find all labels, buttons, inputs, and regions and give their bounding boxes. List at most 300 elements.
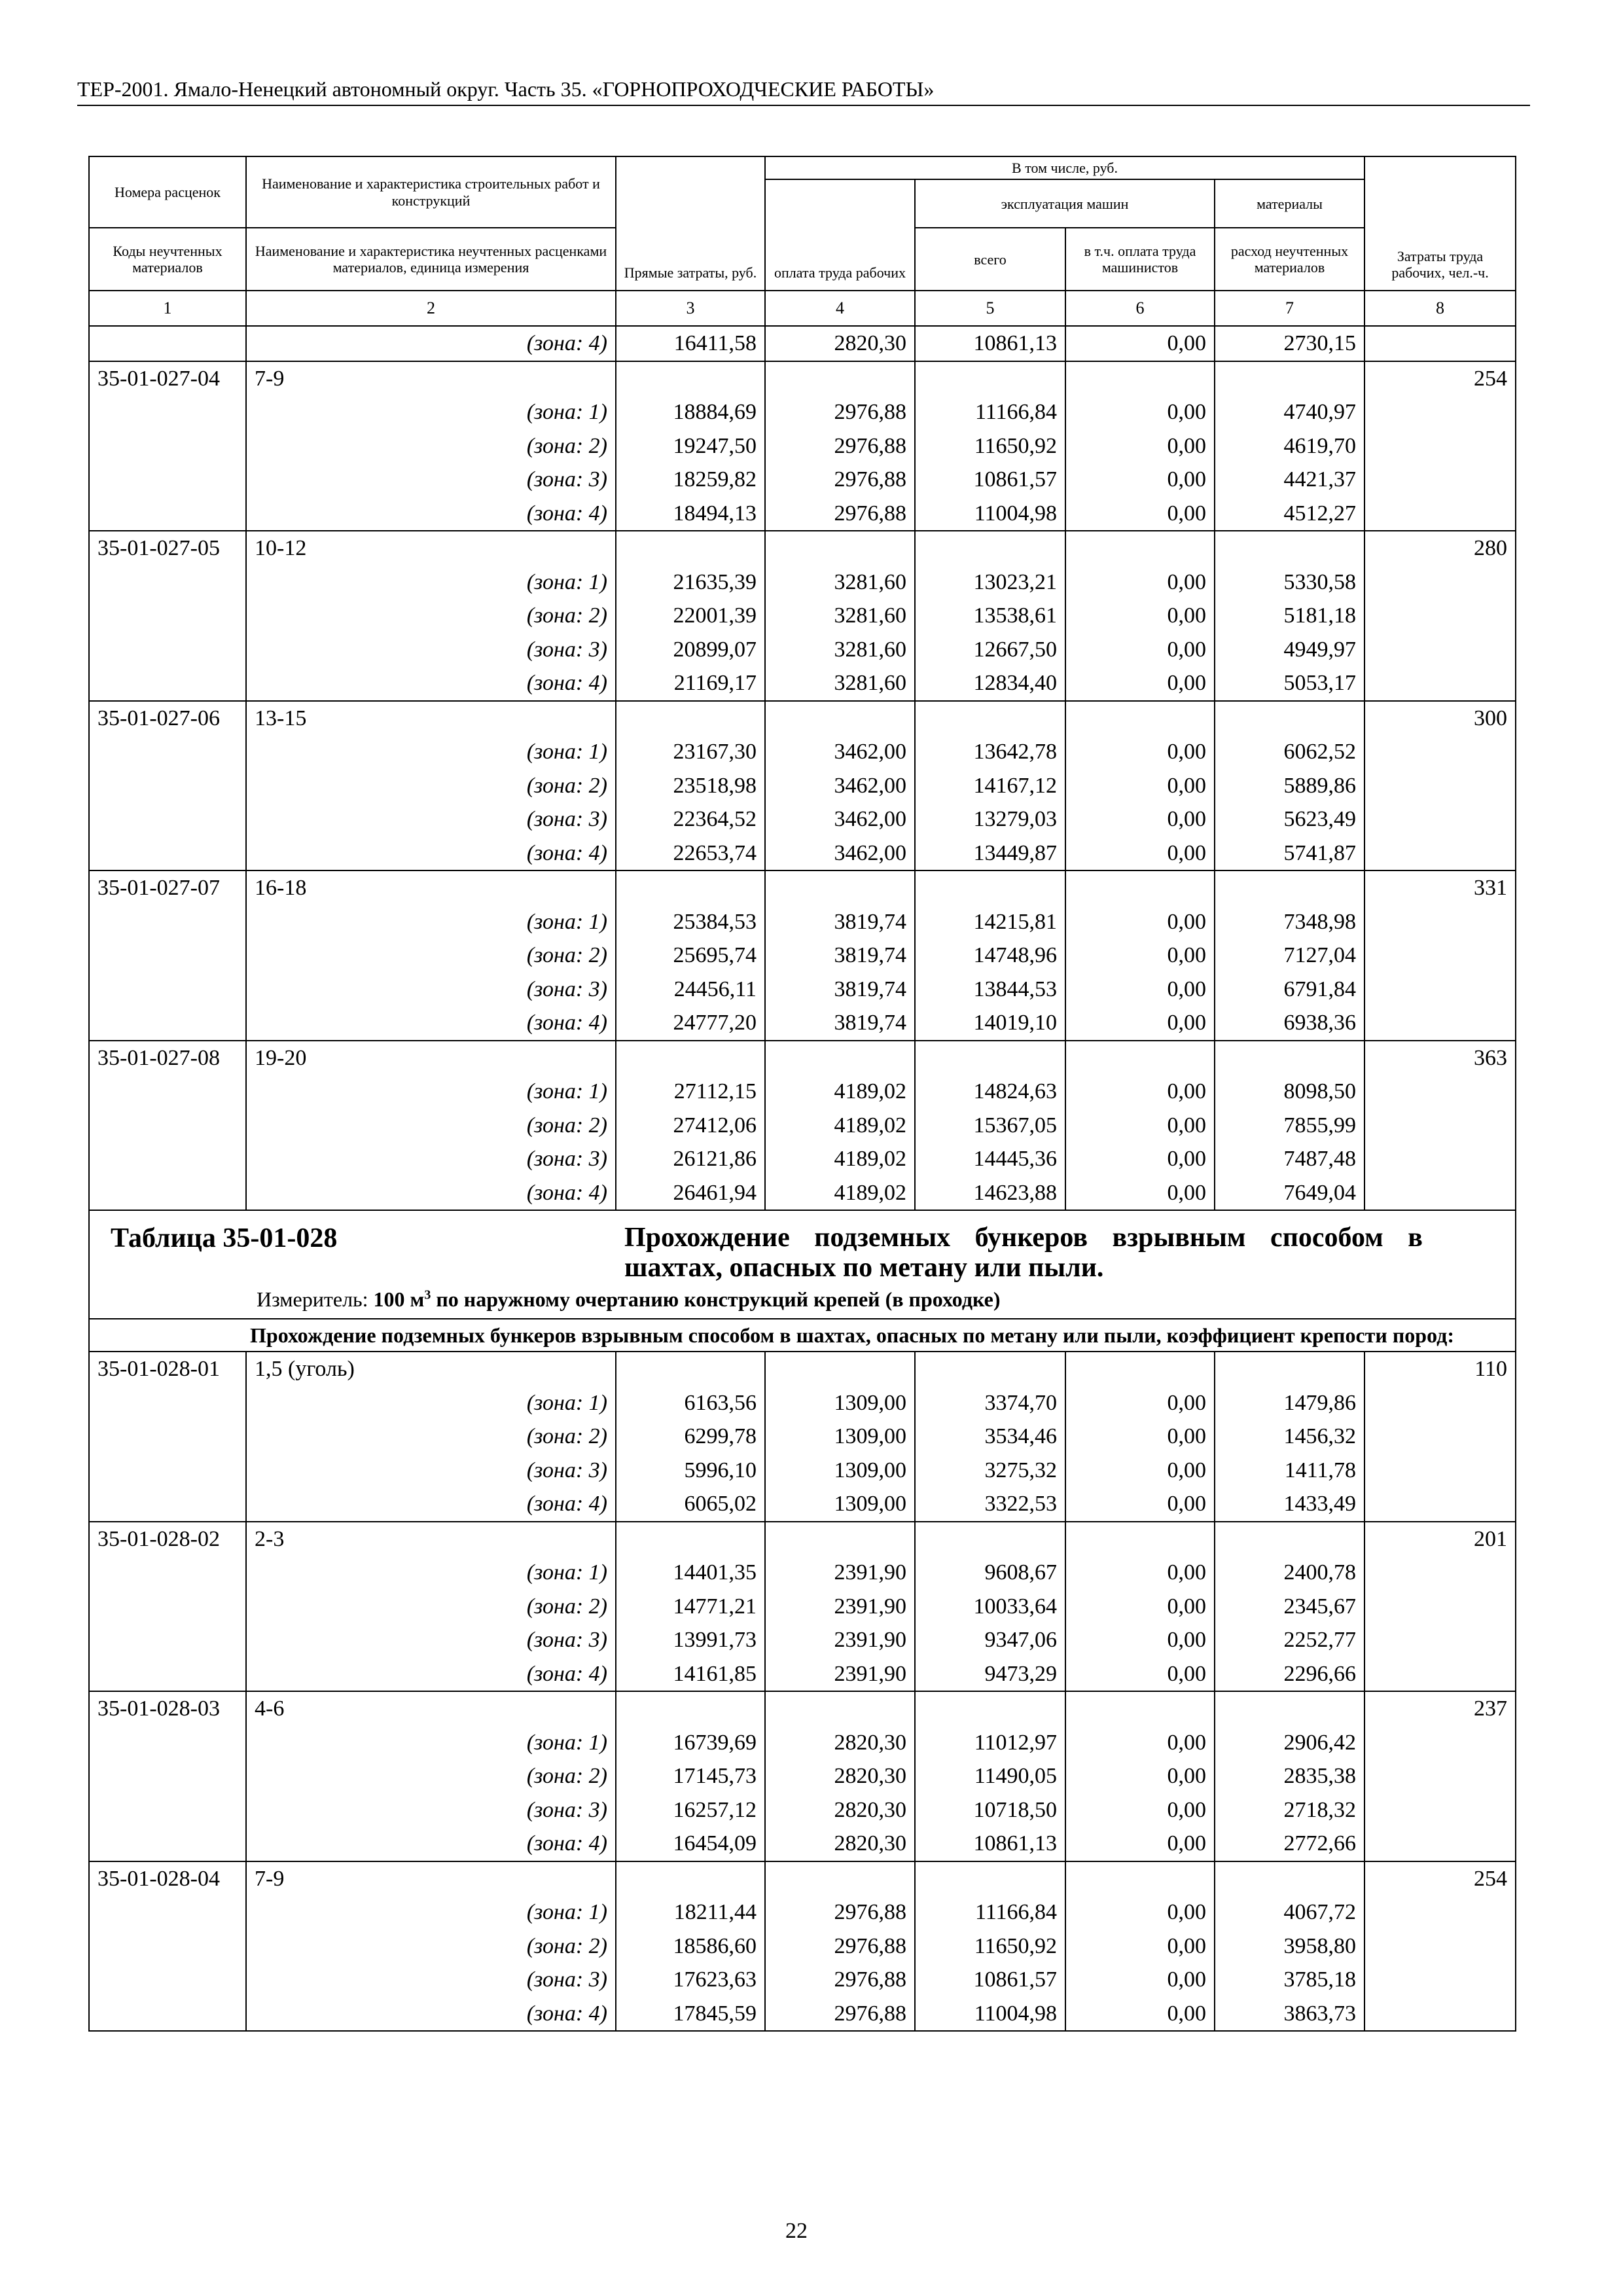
empty-cell <box>915 361 1065 396</box>
rate-code: 35-01-027-04 <box>89 361 246 396</box>
value-cell: 0,00 <box>1065 1454 1215 1488</box>
section-text: Прохождение подземных бункеров взрывным способом в шахтах, опасных по метану или пыли, коэффициент крепости пород: <box>250 1323 1454 1347</box>
value-cell: 2772,66 <box>1215 1827 1364 1861</box>
value-cell: 0,00 <box>1065 1963 1215 1997</box>
col-materials-consumption: расход неучтенных материалов <box>1215 228 1364 291</box>
empty-cell <box>1215 531 1364 565</box>
zone-label: (зона: 1) <box>246 905 616 939</box>
empty-cell <box>915 1691 1065 1726</box>
code-cell <box>89 1963 246 1997</box>
zone-label: (зона: 3) <box>246 1623 616 1657</box>
code-cell <box>89 1454 246 1488</box>
value-cell: 0,00 <box>1065 1075 1215 1109</box>
value-cell: 11650,92 <box>915 1929 1065 1964</box>
value-cell: 1411,78 <box>1215 1454 1364 1488</box>
zone-row <box>89 633 1516 667</box>
labor-cost: 254 <box>1364 1861 1516 1896</box>
empty-cell <box>765 701 915 736</box>
zone-row <box>89 599 1516 633</box>
labor-cell <box>1364 599 1516 633</box>
value-cell: 1309,00 <box>765 1454 915 1488</box>
empty-cell <box>616 870 765 905</box>
value-cell: 2976,88 <box>765 1963 915 1997</box>
code-cell <box>89 463 246 497</box>
code-cell <box>89 1556 246 1590</box>
code-cell <box>89 1075 246 1109</box>
value-cell: 11004,98 <box>915 1997 1065 2032</box>
empty-cell <box>616 1861 765 1896</box>
zone-label: (зона: 3) <box>246 1963 616 1997</box>
value-cell: 2296,66 <box>1215 1657 1364 1692</box>
labor-cell <box>1364 497 1516 531</box>
value-cell: 0,00 <box>1065 565 1215 600</box>
empty-cell <box>1065 1352 1215 1386</box>
empty-cell <box>1065 361 1215 396</box>
zone-row <box>89 939 1516 973</box>
labor-cell <box>1364 1556 1516 1590</box>
zone-row <box>89 1176 1516 1211</box>
value-cell: 0,00 <box>1065 429 1215 463</box>
section-row <box>89 1319 1516 1352</box>
labor-cell <box>1364 326 1516 361</box>
labor-cell <box>1364 1963 1516 1997</box>
value-cell: 2976,88 <box>765 463 915 497</box>
empty-cell <box>616 1522 765 1556</box>
value-cell: 10718,50 <box>915 1793 1065 1827</box>
col-incl: В том числе, руб. <box>765 156 1364 179</box>
value-cell: 9608,67 <box>915 1556 1065 1590</box>
zone-label: (зона: 1) <box>246 1895 616 1929</box>
zone-label: (зона: 1) <box>246 565 616 600</box>
code-cell <box>89 735 246 769</box>
value-cell: 10861,13 <box>915 1827 1065 1861</box>
code-cell <box>89 326 246 361</box>
rate-code: 35-01-027-08 <box>89 1041 246 1075</box>
zone-row <box>89 1142 1516 1176</box>
labor-cell <box>1364 973 1516 1007</box>
labor-cost: 280 <box>1364 531 1516 565</box>
labor-cell <box>1364 1109 1516 1143</box>
value-cell: 4512,27 <box>1215 497 1364 531</box>
labor-cost: 110 <box>1364 1352 1516 1386</box>
value-cell: 10033,64 <box>915 1590 1065 1624</box>
value-cell: 2906,42 <box>1215 1726 1364 1760</box>
labor-cell <box>1364 1386 1516 1420</box>
value-cell: 5741,87 <box>1215 836 1364 871</box>
value-cell: 2391,90 <box>765 1657 915 1692</box>
value-cell: 13279,03 <box>915 802 1065 836</box>
zone-label: (зона: 3) <box>246 1142 616 1176</box>
value-cell: 0,00 <box>1065 1006 1215 1041</box>
value-cell: 3462,00 <box>765 769 915 803</box>
column-numbers-row <box>89 291 1516 326</box>
zone-label: (зона: 1) <box>246 1726 616 1760</box>
value-cell: 1456,32 <box>1215 1420 1364 1454</box>
labor-cell <box>1364 1487 1516 1522</box>
code-cell <box>89 633 246 667</box>
value-cell: 11650,92 <box>915 429 1065 463</box>
labor-cost: 363 <box>1364 1041 1516 1075</box>
value-cell: 0,00 <box>1065 1556 1215 1590</box>
col-number: 1 <box>89 291 246 326</box>
labor-cell <box>1364 836 1516 871</box>
zone-label: (зона: 1) <box>246 1386 616 1420</box>
rate-code: 35-01-028-02 <box>89 1522 246 1556</box>
value-cell: 16411,58 <box>616 326 765 361</box>
value-cell: 27412,06 <box>616 1109 765 1143</box>
value-cell: 0,00 <box>1065 1827 1215 1861</box>
value-cell: 12834,40 <box>915 666 1065 701</box>
value-cell: 6163,56 <box>616 1386 765 1420</box>
zone-row <box>89 1386 1516 1420</box>
labor-cell <box>1364 1895 1516 1929</box>
zone-row <box>89 565 1516 600</box>
section-cell <box>89 1319 1516 1352</box>
labor-cell <box>1364 1827 1516 1861</box>
value-cell: 3275,32 <box>915 1454 1065 1488</box>
zone-row <box>89 1726 1516 1760</box>
value-cell: 21169,17 <box>616 666 765 701</box>
value-cell: 0,00 <box>1065 666 1215 701</box>
zone-label: (зона: 4) <box>246 497 616 531</box>
value-cell: 13023,21 <box>915 565 1065 600</box>
col-number: 7 <box>1215 291 1364 326</box>
code-cell <box>89 769 246 803</box>
code-cell <box>89 599 246 633</box>
table-title-row <box>89 1210 1516 1318</box>
value-cell: 0,00 <box>1065 1895 1215 1929</box>
value-cell: 0,00 <box>1065 1109 1215 1143</box>
value-cell: 0,00 <box>1065 735 1215 769</box>
rate-row <box>89 361 1516 396</box>
zone-row <box>89 1963 1516 1997</box>
value-cell: 0,00 <box>1065 769 1215 803</box>
value-cell: 0,00 <box>1065 1657 1215 1692</box>
value-cell: 6065,02 <box>616 1487 765 1522</box>
value-cell: 4189,02 <box>765 1109 915 1143</box>
value-cell: 27112,15 <box>616 1075 765 1109</box>
value-cell: 7487,48 <box>1215 1142 1364 1176</box>
zone-label: (зона: 2) <box>246 1759 616 1793</box>
value-cell: 3462,00 <box>765 735 915 769</box>
value-cell: 16454,09 <box>616 1827 765 1861</box>
value-cell: 6791,84 <box>1215 973 1364 1007</box>
value-cell: 23167,30 <box>616 735 765 769</box>
labor-cell <box>1364 769 1516 803</box>
value-cell: 3819,74 <box>765 973 915 1007</box>
value-cell: 1433,49 <box>1215 1487 1364 1522</box>
zone-row <box>89 497 1516 531</box>
col-labor-cost: Затраты труда рабочих, чел.-ч. <box>1364 156 1516 291</box>
zone-label: (зона: 2) <box>246 1109 616 1143</box>
zone-row <box>89 1487 1516 1522</box>
labor-cell <box>1364 1759 1516 1793</box>
rate-code: 35-01-027-07 <box>89 870 246 905</box>
col-name-top: Наименование и характеристика строительных работ и конструкций <box>246 156 616 228</box>
value-cell: 26461,94 <box>616 1176 765 1211</box>
value-cell: 22364,52 <box>616 802 765 836</box>
labor-cost: 300 <box>1364 701 1516 736</box>
value-cell: 0,00 <box>1065 973 1215 1007</box>
value-cell: 4740,97 <box>1215 395 1364 429</box>
zone-label: (зона: 2) <box>246 429 616 463</box>
code-cell <box>89 1793 246 1827</box>
zone-row <box>89 326 1516 361</box>
zone-row <box>89 1929 1516 1964</box>
value-cell: 13538,61 <box>915 599 1065 633</box>
value-cell: 5623,49 <box>1215 802 1364 836</box>
value-cell: 4619,70 <box>1215 429 1364 463</box>
code-cell <box>89 1997 246 2032</box>
rate-name: 16-18 <box>246 870 616 905</box>
value-cell: 20899,07 <box>616 633 765 667</box>
labor-cell <box>1364 1420 1516 1454</box>
value-cell: 21635,39 <box>616 565 765 600</box>
empty-cell <box>765 1522 915 1556</box>
labor-cell <box>1364 1726 1516 1760</box>
empty-cell <box>1065 531 1215 565</box>
value-cell: 2976,88 <box>765 429 915 463</box>
code-cell <box>89 802 246 836</box>
empty-cell <box>1065 1041 1215 1075</box>
zone-row <box>89 1075 1516 1109</box>
value-cell: 2976,88 <box>765 1895 915 1929</box>
labor-cost: 254 <box>1364 361 1516 396</box>
value-cell: 18211,44 <box>616 1895 765 1929</box>
value-cell: 0,00 <box>1065 1142 1215 1176</box>
labor-cell <box>1364 1657 1516 1692</box>
value-cell: 4189,02 <box>765 1142 915 1176</box>
value-cell: 16739,69 <box>616 1726 765 1760</box>
col-direct: Прямые затраты, руб. <box>616 156 765 291</box>
value-cell: 22653,74 <box>616 836 765 871</box>
empty-cell <box>616 1352 765 1386</box>
labor-cell <box>1364 1006 1516 1041</box>
value-cell: 7649,04 <box>1215 1176 1364 1211</box>
value-cell: 11004,98 <box>915 497 1065 531</box>
zone-label: (зона: 1) <box>246 1556 616 1590</box>
value-cell: 0,00 <box>1065 1487 1215 1522</box>
value-cell: 3863,73 <box>1215 1997 1364 2032</box>
empty-cell <box>1065 701 1215 736</box>
empty-cell <box>915 701 1065 736</box>
value-cell: 2820,30 <box>765 1793 915 1827</box>
value-cell: 6938,36 <box>1215 1006 1364 1041</box>
zone-row <box>89 802 1516 836</box>
rate-code: 35-01-028-01 <box>89 1352 246 1386</box>
value-cell: 0,00 <box>1065 905 1215 939</box>
value-cell: 18884,69 <box>616 395 765 429</box>
measure-line <box>257 1287 1508 1312</box>
value-cell: 2976,88 <box>765 497 915 531</box>
value-cell: 3281,60 <box>765 633 915 667</box>
value-cell: 1479,86 <box>1215 1386 1364 1420</box>
zone-row <box>89 1590 1516 1624</box>
value-cell: 2976,88 <box>765 395 915 429</box>
value-cell: 2345,67 <box>1215 1590 1364 1624</box>
rate-code: 35-01-028-03 <box>89 1691 246 1726</box>
labor-cell <box>1364 429 1516 463</box>
code-cell <box>89 1176 246 1211</box>
value-cell: 2391,90 <box>765 1556 915 1590</box>
code-cell <box>89 1759 246 1793</box>
value-cell: 11490,05 <box>915 1759 1065 1793</box>
rate-row <box>89 1352 1516 1386</box>
value-cell: 1309,00 <box>765 1420 915 1454</box>
value-cell: 0,00 <box>1065 463 1215 497</box>
code-cell <box>89 565 246 600</box>
value-cell: 2820,30 <box>765 326 915 361</box>
zone-label: (зона: 4) <box>246 1657 616 1692</box>
value-cell: 23518,98 <box>616 769 765 803</box>
value-cell: 2391,90 <box>765 1623 915 1657</box>
value-cell: 15367,05 <box>915 1109 1065 1143</box>
value-cell: 2976,88 <box>765 1997 915 2032</box>
value-cell: 0,00 <box>1065 1726 1215 1760</box>
rate-name: 10-12 <box>246 531 616 565</box>
value-cell: 12667,50 <box>915 633 1065 667</box>
zone-row <box>89 1895 1516 1929</box>
empty-cell <box>1215 1041 1364 1075</box>
zone-label: (зона: 2) <box>246 939 616 973</box>
labor-cell <box>1364 905 1516 939</box>
value-cell: 3281,60 <box>765 565 915 600</box>
value-cell: 17845,59 <box>616 1997 765 2032</box>
rate-code: 35-01-027-06 <box>89 701 246 736</box>
value-cell: 10861,13 <box>915 326 1065 361</box>
value-cell: 3819,74 <box>765 905 915 939</box>
empty-cell <box>915 1352 1065 1386</box>
zone-row <box>89 1006 1516 1041</box>
rate-code: 35-01-028-04 <box>89 1861 246 1896</box>
rate-row <box>89 531 1516 565</box>
value-cell: 14161,85 <box>616 1657 765 1692</box>
col-code-top: Номера расценок <box>89 156 246 228</box>
labor-cell <box>1364 1997 1516 2032</box>
code-cell <box>89 1109 246 1143</box>
empty-cell <box>1215 1691 1364 1726</box>
header-rule <box>77 105 1530 106</box>
value-cell: 3785,18 <box>1215 1963 1364 1997</box>
zone-label: (зона: 1) <box>246 395 616 429</box>
value-cell: 0,00 <box>1065 395 1215 429</box>
rate-row <box>89 701 1516 736</box>
labor-cell <box>1364 666 1516 701</box>
empty-cell <box>765 531 915 565</box>
value-cell: 5053,17 <box>1215 666 1364 701</box>
zone-row <box>89 1454 1516 1488</box>
zone-label: (зона: 3) <box>246 1793 616 1827</box>
measure-prefix: Измеритель: <box>257 1287 374 1311</box>
value-cell: 3374,70 <box>915 1386 1065 1420</box>
page-number: 22 <box>785 2219 808 2243</box>
value-cell: 0,00 <box>1065 1386 1215 1420</box>
zone-label: (зона: 2) <box>246 1420 616 1454</box>
table-name: Прохождение подземных бункеров взрывным способом в шахтах, опасных по метану или пыли. <box>624 1223 1423 1283</box>
empty-cell <box>1065 870 1215 905</box>
rates-table <box>88 156 1516 2032</box>
col-number: 8 <box>1364 291 1516 326</box>
value-cell: 2400,78 <box>1215 1556 1364 1590</box>
value-cell: 14019,10 <box>915 1006 1065 1041</box>
rate-name: 1,5 (уголь) <box>246 1352 616 1386</box>
empty-cell <box>1215 1352 1364 1386</box>
zone-label: (зона: 1) <box>246 1075 616 1109</box>
labor-cell <box>1364 1075 1516 1109</box>
rate-name: 4-6 <box>246 1691 616 1726</box>
empty-cell <box>616 531 765 565</box>
labor-cell <box>1364 633 1516 667</box>
labor-cell <box>1364 1590 1516 1624</box>
value-cell: 0,00 <box>1065 1997 1215 2032</box>
value-cell: 14824,63 <box>915 1075 1065 1109</box>
value-cell: 3281,60 <box>765 599 915 633</box>
code-cell <box>89 1657 246 1692</box>
zone-row <box>89 463 1516 497</box>
value-cell: 4421,37 <box>1215 463 1364 497</box>
value-cell: 13991,73 <box>616 1623 765 1657</box>
code-cell <box>89 1623 246 1657</box>
value-cell: 6299,78 <box>616 1420 765 1454</box>
value-cell: 5330,58 <box>1215 565 1364 600</box>
value-cell: 2820,30 <box>765 1827 915 1861</box>
value-cell: 1309,00 <box>765 1386 915 1420</box>
zone-row <box>89 836 1516 871</box>
value-cell: 0,00 <box>1065 802 1215 836</box>
col-machines-total: всего <box>915 228 1065 291</box>
labor-cell <box>1364 939 1516 973</box>
col-number: 6 <box>1065 291 1215 326</box>
measure-rest: по наружному очертанию конструкций крепей (в проходке) <box>431 1287 1001 1311</box>
code-cell <box>89 1726 246 1760</box>
col-machines: эксплуатация машин <box>915 179 1215 228</box>
labor-cell <box>1364 735 1516 769</box>
value-cell: 2976,88 <box>765 1929 915 1964</box>
value-cell: 2820,30 <box>765 1726 915 1760</box>
zone-label: (зона: 2) <box>246 1929 616 1964</box>
value-cell: 0,00 <box>1065 1759 1215 1793</box>
value-cell: 4189,02 <box>765 1075 915 1109</box>
value-cell: 3958,80 <box>1215 1929 1364 1964</box>
value-cell: 13642,78 <box>915 735 1065 769</box>
value-cell: 8098,50 <box>1215 1075 1364 1109</box>
zone-row <box>89 1759 1516 1793</box>
zone-label: (зона: 3) <box>246 463 616 497</box>
col-labor: оплата труда рабочих <box>765 179 915 291</box>
value-cell: 7348,98 <box>1215 905 1364 939</box>
labor-cell <box>1364 1454 1516 1488</box>
table-number: Таблица 35-01-028 <box>111 1223 338 1254</box>
labor-cost: 237 <box>1364 1691 1516 1726</box>
value-cell: 22001,39 <box>616 599 765 633</box>
zone-label: (зона: 3) <box>246 633 616 667</box>
code-cell <box>89 497 246 531</box>
value-cell: 11012,97 <box>915 1726 1065 1760</box>
empty-cell <box>1215 1522 1364 1556</box>
zone-label: (зона: 3) <box>246 973 616 1007</box>
value-cell: 17145,73 <box>616 1759 765 1793</box>
zone-row <box>89 1109 1516 1143</box>
col-materials: материалы <box>1215 179 1364 228</box>
page-header: ТЕР-2001. Ямало-Ненецкий автономный округ. Часть 35. «ГОРНОПРОХОДЧЕСКИЕ РАБОТЫ» <box>77 77 935 101</box>
value-cell: 2835,38 <box>1215 1759 1364 1793</box>
zone-label: (зона: 4) <box>246 836 616 871</box>
value-cell: 4067,72 <box>1215 1895 1364 1929</box>
value-cell: 13449,87 <box>915 836 1065 871</box>
value-cell: 3534,46 <box>915 1420 1065 1454</box>
code-cell <box>89 1142 246 1176</box>
value-cell: 0,00 <box>1065 939 1215 973</box>
